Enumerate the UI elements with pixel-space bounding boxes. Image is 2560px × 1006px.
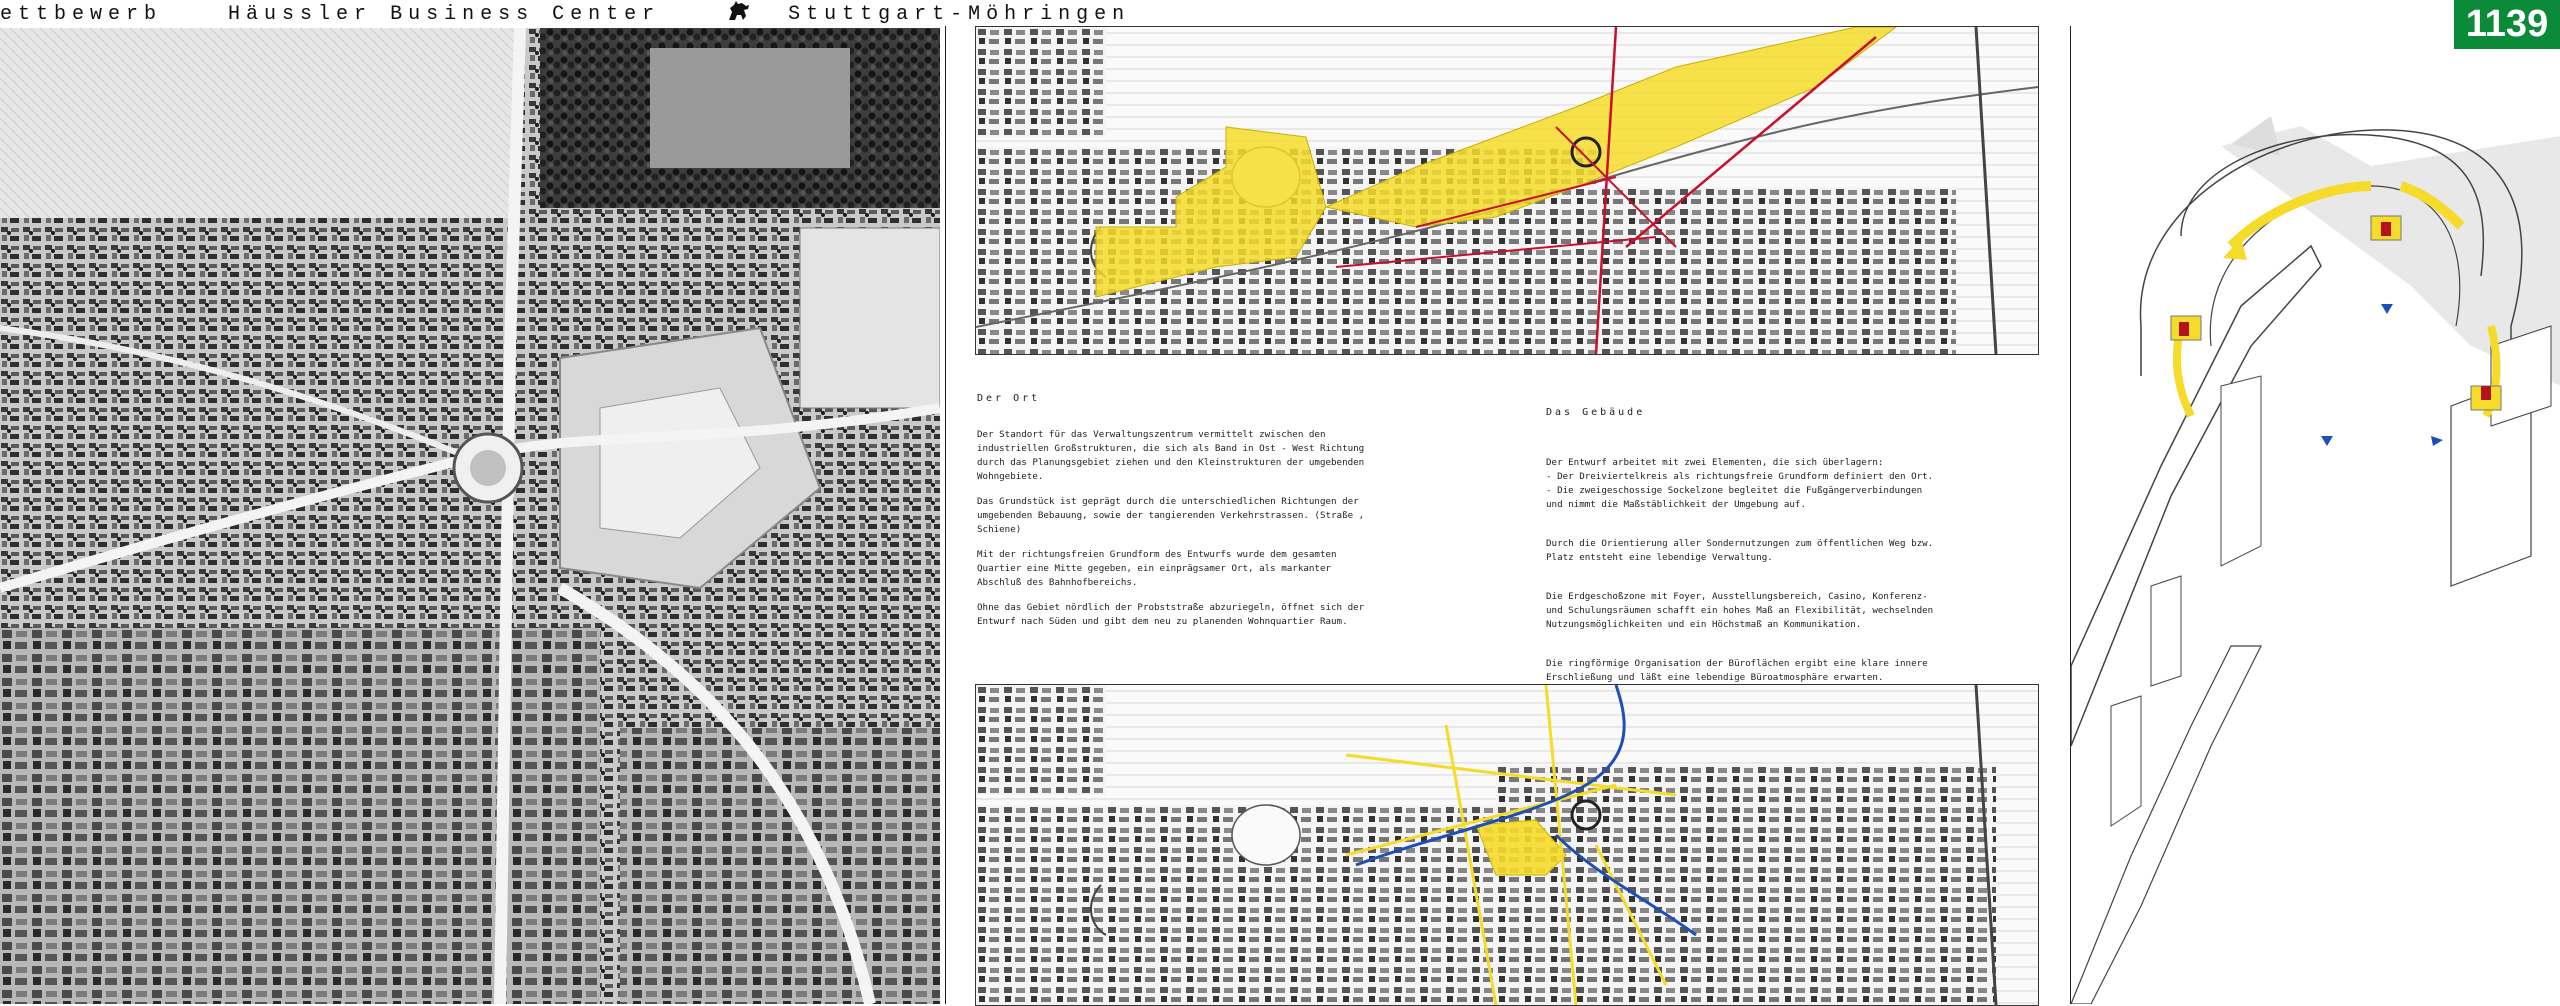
aerial-photo-graphic: [0, 28, 940, 1004]
site-plan-map-top: [975, 26, 2039, 355]
site-plan-top-graphic: [976, 27, 2038, 354]
section-der-ort: [977, 392, 1377, 640]
axonometric-drawing: [2071, 26, 2560, 1004]
section-das-gebaeude-title: Das Gebäude: [1546, 407, 1646, 418]
header-location: Stuttgart-Möhringen: [788, 3, 1131, 26]
panel-divider: [945, 26, 946, 1004]
header-title: [0, 0, 1300, 26]
das-gebaeude-paragraph: Die ringförmige Organisation der Büroflächen ergibt eine klare innere Erschließung und läßt eine lebendige Büroatmosphäre erwarten.: [1546, 658, 1928, 683]
header-project: Häussler Business Center: [228, 3, 661, 26]
der-ort-paragraph: Mit der richtungsfreien Grundform des Entwurfs wurde dem gesamten Quartier eine Mitte gegeben, ein einprägsamer Ort, als markanter Abschluß des Bahnhofbereichs.: [977, 549, 1337, 588]
section-der-ort-title: Der Ort: [977, 393, 1041, 404]
der-ort-paragraph: Ohne das Gebiet nördlich der Probststraße abzuriegeln, öffnet sich der Entwurf nach Süden und gibt dem neu zu planenden Wohnquartier Raum.: [977, 602, 1365, 627]
das-gebaeude-paragraph: Die Erdgeschoßzone mit Foyer, Ausstellungsbereich, Casino, Konferenz- und Schulungsräumen schafft ein hohes Maß an Flexibilität, wechselnden Nutzungsmöglichkeiten und ein Höchstmaß an Kommunikation.: [1546, 591, 1934, 630]
entry-number-badge: 1139: [2454, 0, 2560, 49]
der-ort-paragraph: Das Grundstück ist geprägt durch die unterschiedlichen Richtungen der umgebenden Bebauung, sowie der tangierenden Verkehrstrassen. (Straße , Schiene): [977, 496, 1365, 535]
der-ort-paragraph: Der Standort für das Verwaltungszentrum vermittelt zwischen den industriellen Großstrukturen, die sich als Band in Ost - West Richtung durch das Planungsgebiet ziehen und den Kleinstrukturen der umgebenden Wohngebiete.: [977, 429, 1365, 482]
header-competition: ettbewerb: [0, 3, 163, 26]
das-gebaeude-paragraph: Durch die Orientierung aller Sondernutzungen zum öffentlichen Weg bzw. Platz entsteht eine lebendige Verwaltung.: [1546, 538, 1934, 563]
das-gebaeude-paragraph: Der Entwurf arbeitet mit zwei Elementen, die sich überlagern: - Der Dreiviertelkreis als richtungsfreie Grundform definiert den Ort. - Die zweigeschossige Sockelzone begleitet die Fußgängerverbindungen und nimmt die Maßstäblichkeit der Umgebung auf.: [1546, 457, 1934, 510]
aerial-photo: [0, 28, 940, 1004]
site-plan-bottom-graphic: [976, 685, 2038, 1005]
site-plan-map-bottom: [975, 684, 2039, 1006]
stuttgart-horse-icon: [726, 0, 752, 22]
axonometric-panel: [2070, 26, 2560, 1004]
